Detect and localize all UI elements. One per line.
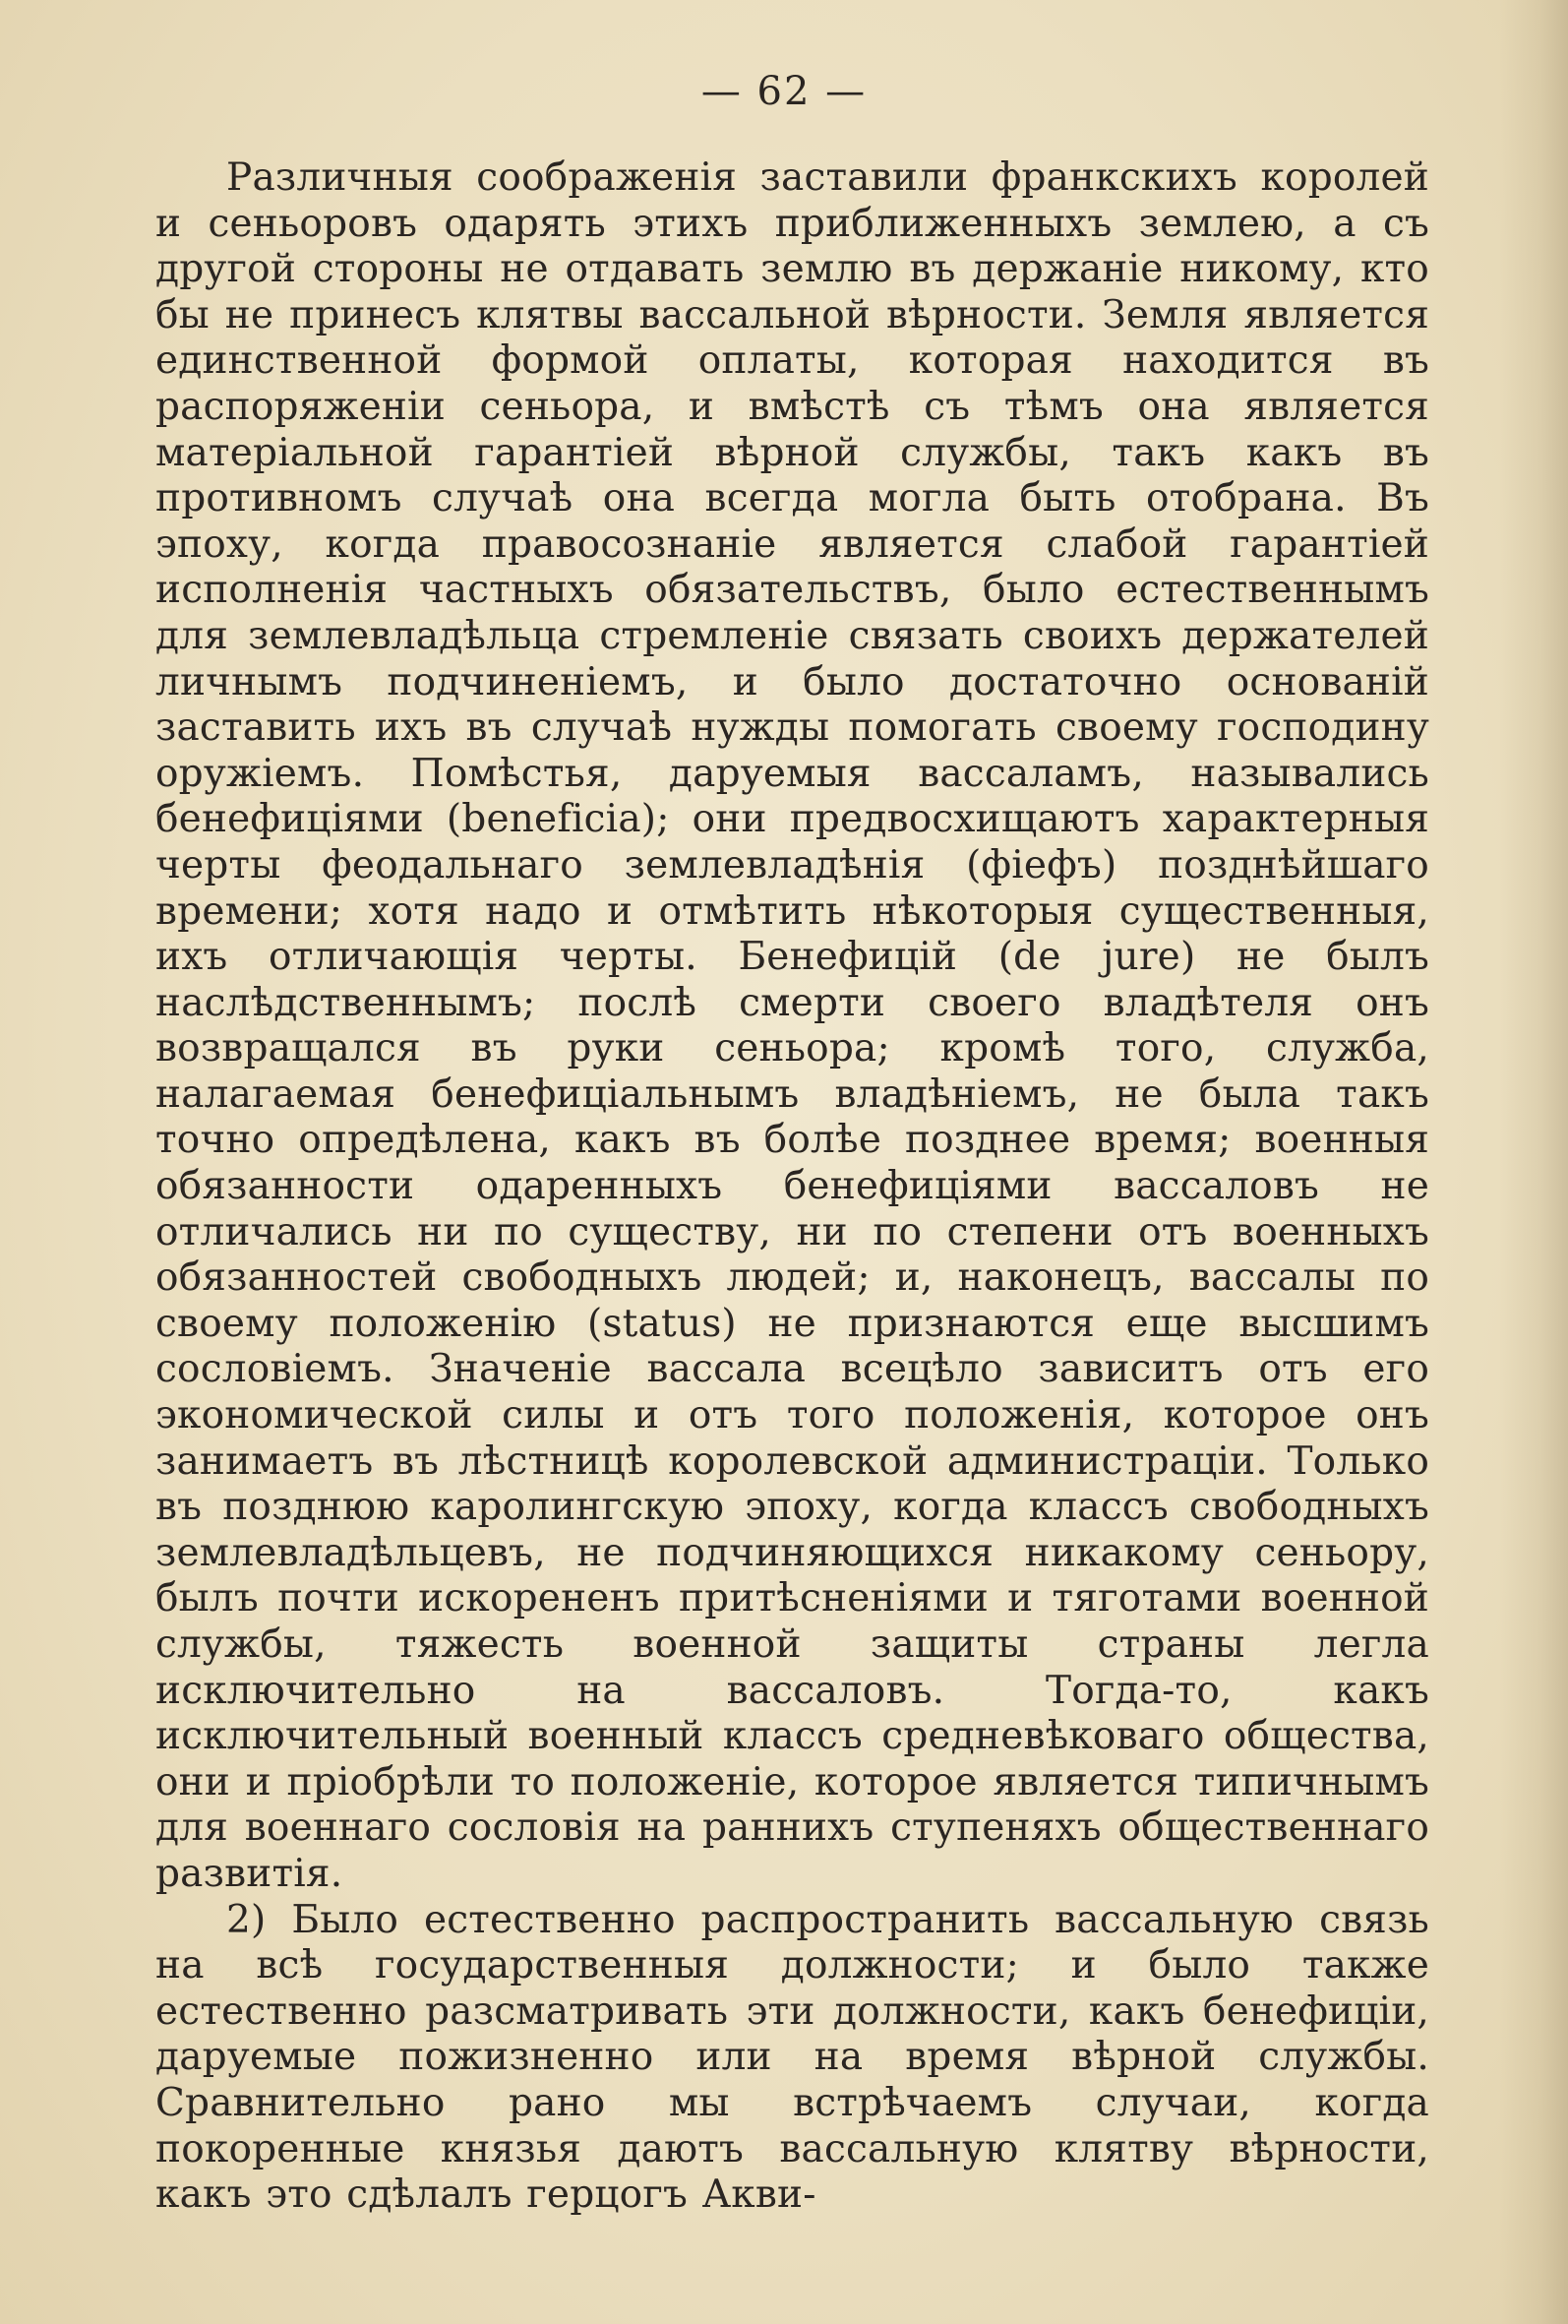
paragraph-1: Различныя соображенія заставили франкскихъ королей и сеньоровъ одарять этихъ приближенныхъ землею, а съ другой стороны не отдавать землю въ держаніе никому, кто бы не принесъ клятвы вассальной вѣрности. Земля является единственной формой оплаты, которая находится въ распоряженіи сеньора, и вмѣстѣ съ тѣмъ она является матеріальной гарантіей вѣрной службы, такъ какъ въ противномъ случаѣ она всегда могла быть отобрана. Въ эпоху, когда правосознаніе является слабой гарантіей исполненія частныхъ обязательствъ, было естественнымъ для землевладѣльца стремленіе связать своихъ держателей личнымъ подчиненіемъ, и было достаточно основаній заставить ихъ въ случаѣ нужды помогать своему господину оружіемъ. Помѣстья, даруемыя вассаламъ, назывались бенефиціями (beneficia); они предвосхищаютъ характерныя черты феодальнаго землевладѣнія (фіефъ) позднѣйшаго времени; хотя надо и отмѣтить нѣкоторыя существенныя, ихъ отличающія черты. Бенефицій (de jure) не былъ наслѣдственнымъ; послѣ смерти своего владѣтеля онъ возвращался въ руки сеньора; кромѣ того, служба, налагаемая бенефиціальнымъ владѣніемъ, не была такъ точно опредѣлена, какъ въ болѣе позднее время; военныя обязанности одаренныхъ бенефиціями вассаловъ не отличались ни по существу, ни по степени отъ военныхъ обязанностей свободныхъ людей; и, наконецъ, вассалы по своему положенію (status) не признаются еще высшимъ сословіемъ. Значеніе вассала всецѣло зависитъ отъ его экономической силы и отъ того положенія, которое онъ занимаетъ въ лѣстницѣ королевской администраціи. Только въ позднюю каролингскую эпоху, когда классъ свободныхъ землевладѣльцевъ, не подчиняющихся никакому сеньору, былъ почти искорененъ притѣсненіями и тяготами военной службы, тяжесть военной защиты страны легла исключительно на вассаловъ. Тогда-то, какъ исключительный военный классъ средневѣковаго общества, они и пріобрѣли то положеніе, которое является типичнымъ для военнаго сословія на раннихъ ступеняхъ общественнаго развитія. — [155, 155, 1429, 1896]
page-number: — 62 — — [700, 69, 868, 114]
body-text — [155, 155, 1429, 2219]
paragraph-2: 2) Было естественно распространить вассальную связь на всѣ государственныя должности; и было также естественно разсматривать эти должности, какъ бенефиціи, даруемые пожизненно или на время вѣрной службы. Сравнительно рано мы встрѣчаемъ случаи, когда покоренные князья даютъ вассальную клятву вѣрности, какъ это сдѣлалъ герцогъ Акви- — [155, 1897, 1429, 2218]
page-edge-shadow — [1499, 0, 1568, 2324]
